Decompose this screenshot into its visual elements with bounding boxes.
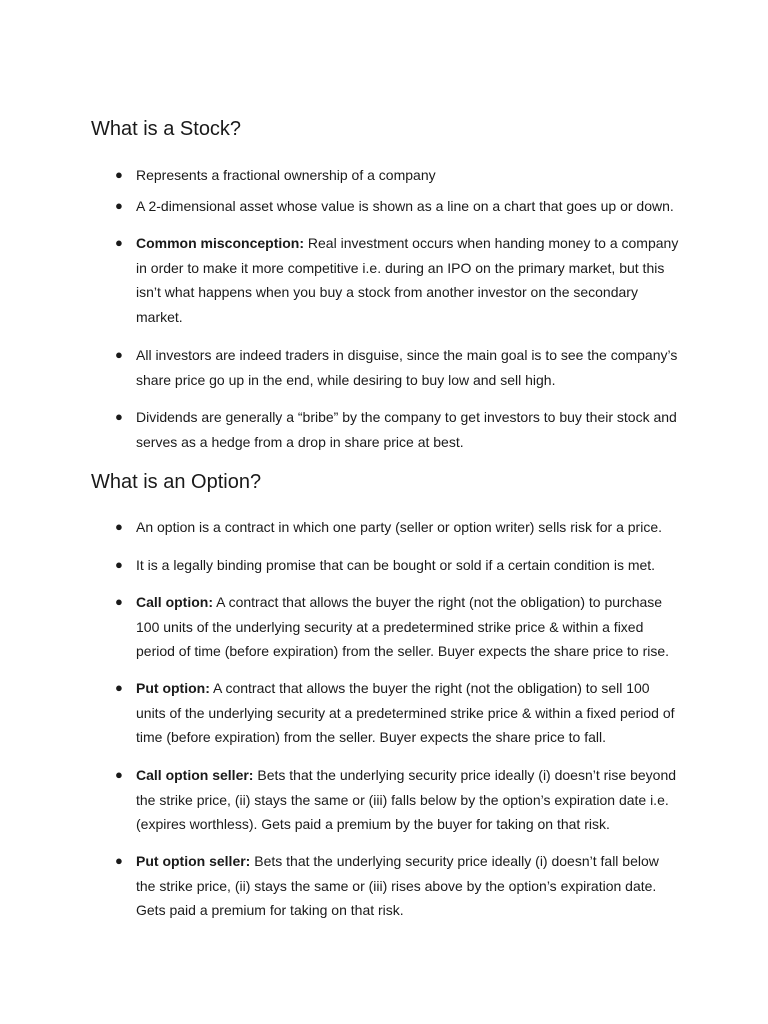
bullet-icon: ● — [115, 167, 123, 182]
list-item-body: It is a legally binding promise that can be bought or sold if a certain condition is met. — [136, 557, 656, 573]
bullet-icon: ● — [115, 594, 123, 609]
list-item-text — [136, 590, 681, 664]
list-item-text — [136, 553, 681, 578]
bullet-icon: ● — [115, 680, 123, 695]
list-item-text — [136, 515, 681, 540]
list-item-body: Bets that the underlying security price ideally (i) doesn’t fall below the strike price, (ii) stays the same or (iii) rises above by the option’s expiration date. Gets paid a premium for taking on that risk. — [136, 853, 659, 918]
bullet-icon: ● — [115, 519, 123, 534]
list-item-bold: Put option seller: — [136, 853, 251, 869]
list-item-text — [136, 163, 681, 188]
list-item-bold: Call option: — [136, 594, 213, 610]
list-item-body: An option is a contract in which one party (seller or option writer) sells risk for a price. — [136, 519, 662, 535]
section-heading-option: What is an Option? — [91, 471, 262, 493]
list-item-body: Represents a fractional ownership of a company — [136, 167, 436, 183]
bullet-icon: ● — [115, 235, 123, 250]
bullet-icon: ● — [115, 557, 123, 572]
list-item-body: Real investment occurs when handing money to a company in order to make it more competitive i.e. during an IPO on the primary market, but this isn’t what happens when you buy a stock from another investor on the secondary market. — [136, 235, 679, 325]
bullet-icon: ● — [115, 853, 123, 868]
list-item-body: Dividends are generally a “bribe” by the company to get investors to buy their stock and serves as a hedge from a drop in share price at best. — [136, 409, 677, 450]
list-item-body: Bets that the underlying security price ideally (i) doesn’t rise beyond the strike price, (ii) stays the same or (iii) falls below by the option’s expiration date i.e. (expires worthless). Gets paid a premium by the buyer for taking on that risk. — [136, 767, 677, 832]
list-item-text — [136, 194, 681, 219]
list-item-body: A contract that allows the buyer the right (not the obligation) to purchase 100 units of the underlying security at a predetermined strike price & within a fixed period of time (before expiration) from the seller. Buyer expects the share price to rise. — [136, 594, 670, 659]
list-item-body: A contract that allows the buyer the right (not the obligation) to sell 100 units of the underlying security at a predetermined strike price & within a fixed period of time (before expiration) from the seller. Buyer expects the share price to fall. — [136, 680, 675, 745]
section-heading-stock: What is a Stock? — [91, 118, 242, 140]
list-item-text — [136, 763, 681, 837]
list-item-text — [136, 231, 681, 329]
bullet-icon: ● — [115, 347, 123, 362]
bullet-icon: ● — [115, 198, 123, 213]
bullet-icon: ● — [115, 409, 123, 424]
list-item-bold: Call option seller: — [136, 767, 254, 783]
list-item-text — [136, 849, 681, 923]
list-item-bold: Common misconception: — [136, 235, 305, 251]
list-item-text — [136, 405, 681, 454]
list-item-text — [136, 343, 681, 392]
list-item-body: All investors are indeed traders in disguise, since the main goal is to see the company’s share price go up in the end, while desiring to buy low and sell high. — [136, 347, 678, 388]
list-item-body: A 2-dimensional asset whose value is shown as a line on a chart that goes up or down. — [136, 198, 674, 214]
list-item-bold: Put option: — [136, 680, 210, 696]
bullet-icon: ● — [115, 767, 123, 782]
list-item-text — [136, 676, 681, 750]
